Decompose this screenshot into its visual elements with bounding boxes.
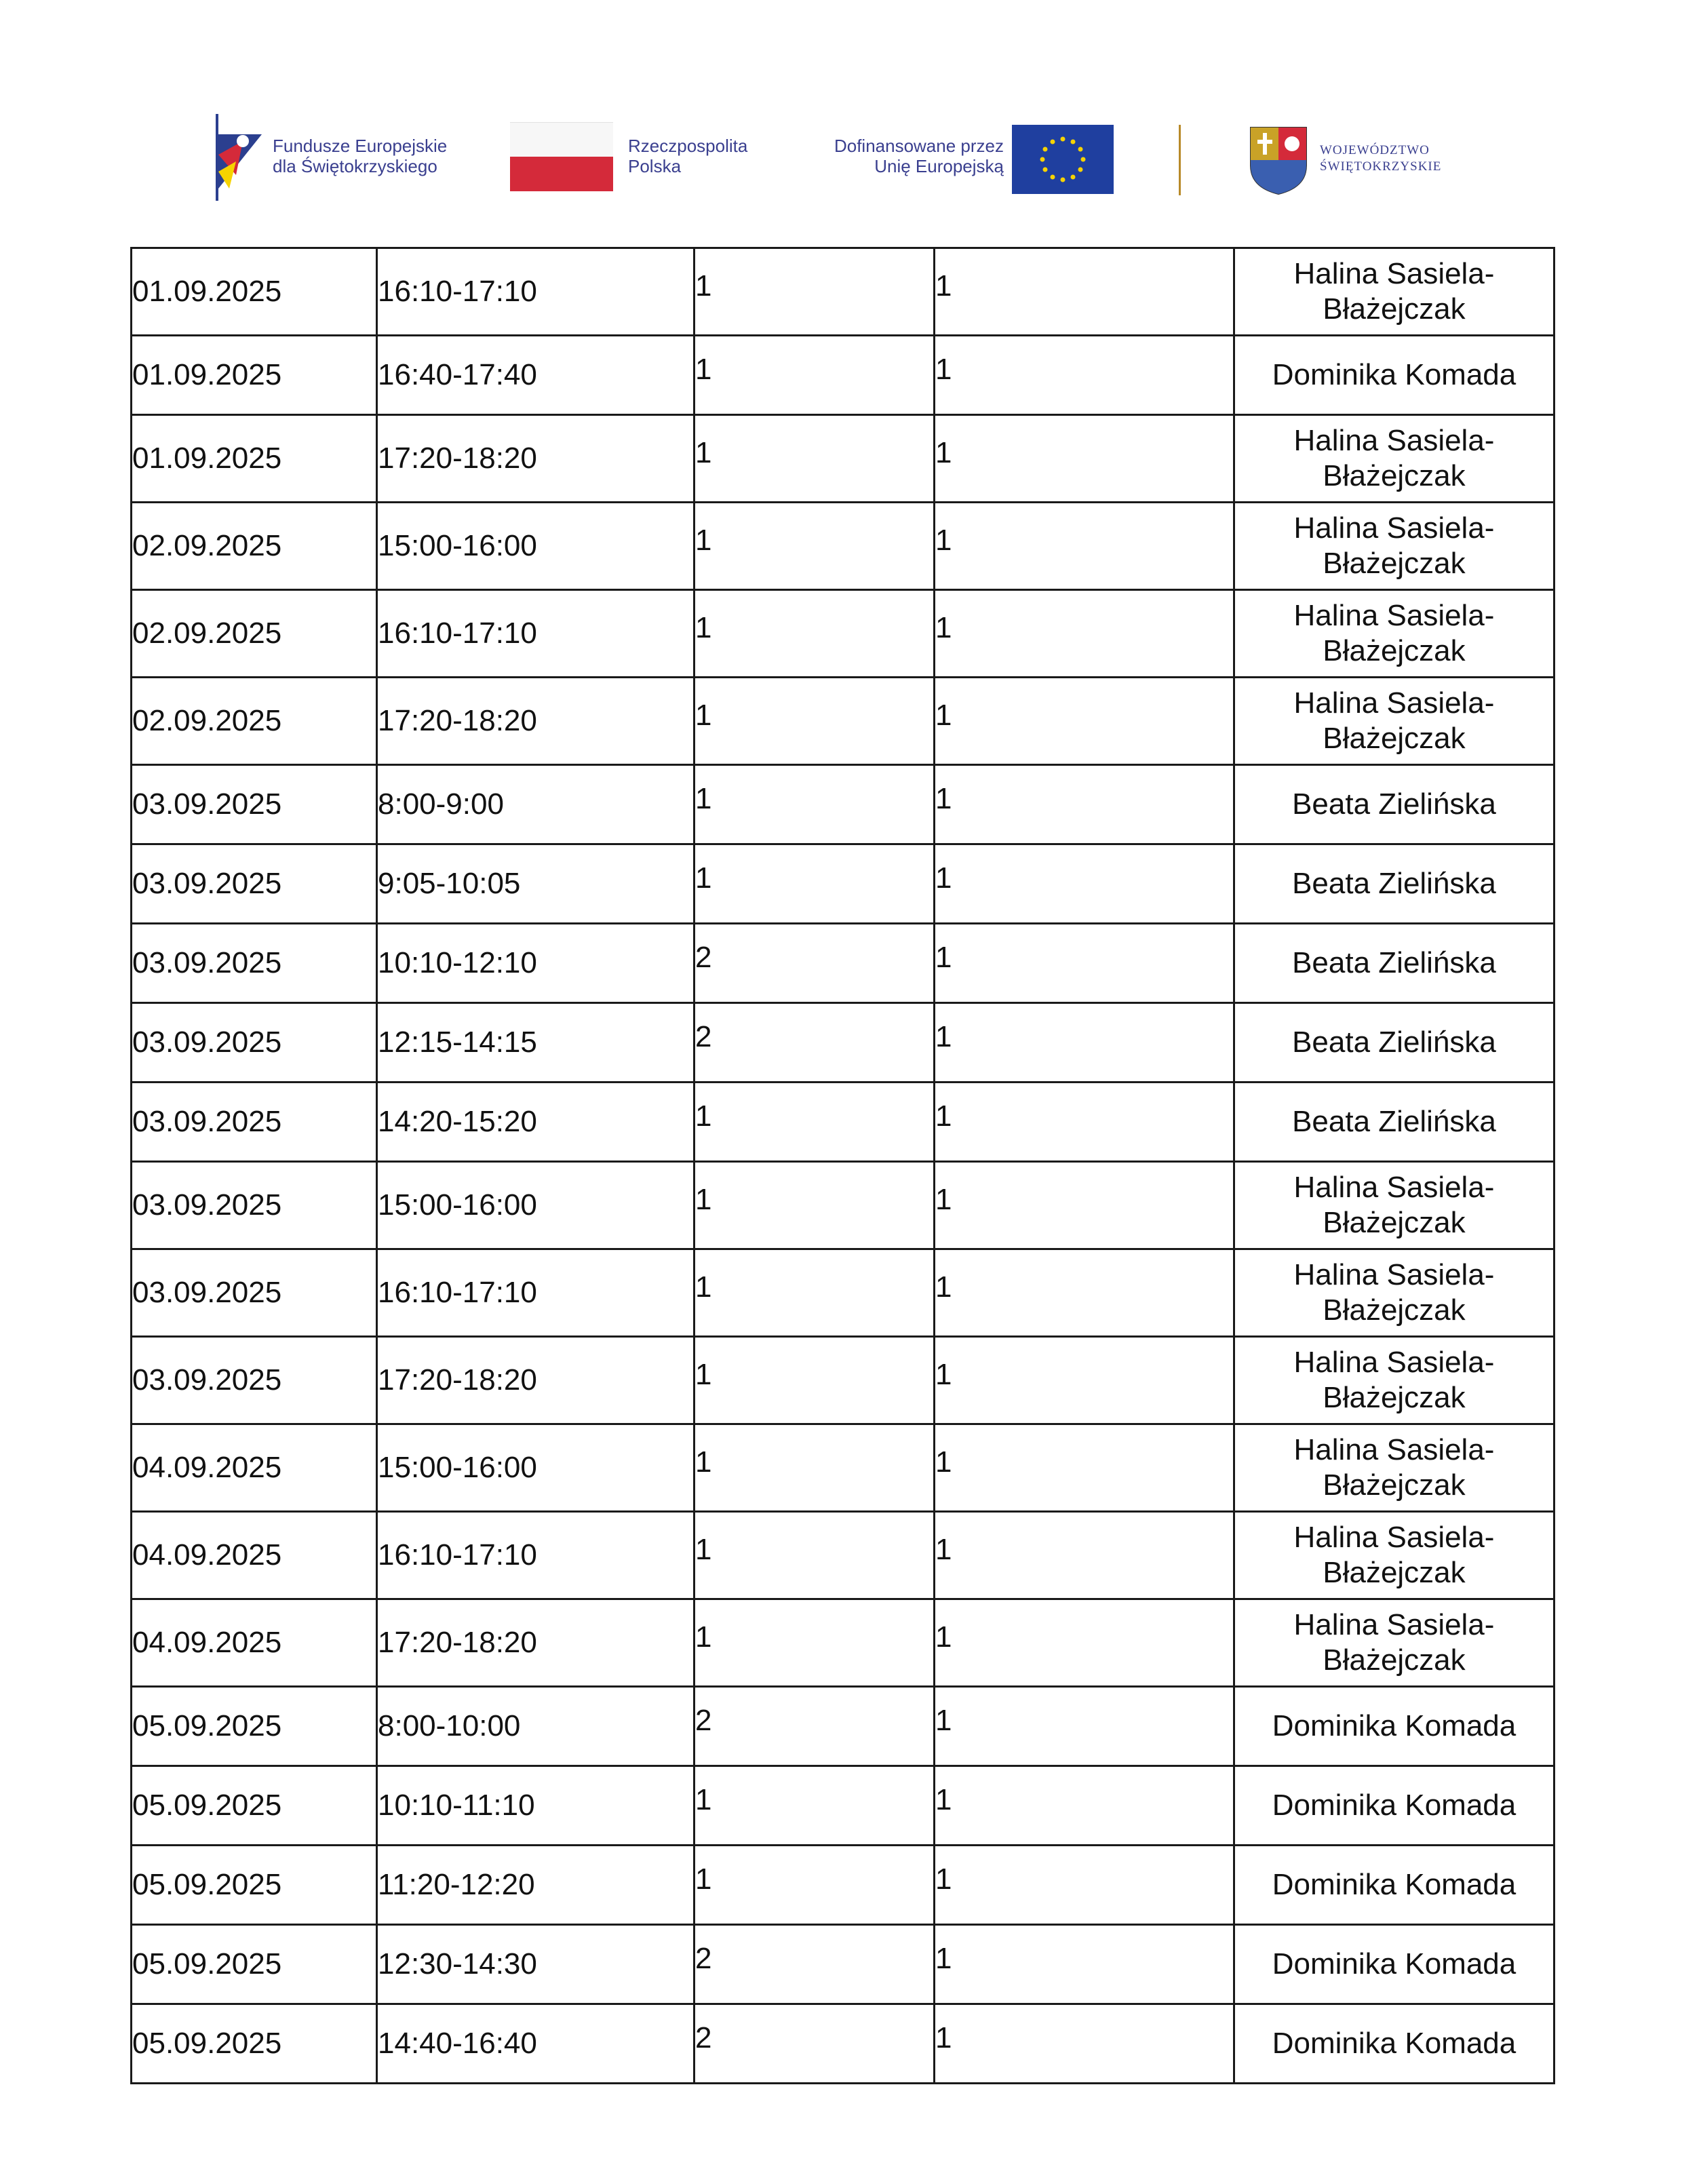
instructor-name-line2: Błażejczak xyxy=(1323,1293,1466,1327)
hours-cell xyxy=(695,1003,935,1083)
fe-logo-line1: Fundusze Europejskie xyxy=(273,136,448,156)
woj-logo-text xyxy=(1320,142,1441,175)
instructor-cell xyxy=(1234,1512,1554,1599)
instructor-cell xyxy=(1234,1599,1554,1687)
table-row xyxy=(132,1083,1554,1162)
logo-band xyxy=(0,0,1682,224)
instructor-name-line2: Błażejczak xyxy=(1323,1556,1466,1589)
group-cell xyxy=(935,1424,1234,1512)
group-cell xyxy=(935,1162,1234,1249)
instructor-name-line1: Dominika Komada xyxy=(1272,1789,1517,1822)
group-value: 1 xyxy=(935,524,952,557)
table-row xyxy=(132,1687,1554,1766)
instructor-name-line1: Halina Sasiela- xyxy=(1293,599,1495,632)
table-row xyxy=(132,336,1554,415)
hours-value: 2 xyxy=(695,1942,712,1975)
group-cell xyxy=(935,2004,1234,2084)
time-cell: 16:10-17:10 xyxy=(377,1512,695,1599)
ue-logo-line1: Dofinansowane przez xyxy=(834,136,1004,156)
instructor-cell xyxy=(1234,765,1554,844)
time-cell: 15:00-16:00 xyxy=(377,1424,695,1512)
instructor-name-line2: Błażejczak xyxy=(1323,1643,1466,1677)
time-cell: 8:00-9:00 xyxy=(377,765,695,844)
time-cell: 15:00-16:00 xyxy=(377,1162,695,1249)
instructor-name-line1: Dominika Komada xyxy=(1272,358,1517,391)
instructor-name-line1: Dominika Komada xyxy=(1272,1868,1517,1901)
group-value: 1 xyxy=(935,782,952,815)
group-cell xyxy=(935,248,1234,336)
table-row xyxy=(132,2004,1554,2084)
time-cell: 9:05-10:05 xyxy=(377,844,695,924)
instructor-name-line1: Halina Sasiela- xyxy=(1293,1346,1495,1379)
group-cell xyxy=(935,844,1234,924)
table-row xyxy=(132,1337,1554,1424)
instructor-cell xyxy=(1234,1424,1554,1512)
instructor-name-line1: Beata Zielińska xyxy=(1292,1105,1496,1138)
time-cell: 17:20-18:20 xyxy=(377,1599,695,1687)
instructor-cell xyxy=(1234,1337,1554,1424)
group-value: 1 xyxy=(935,1863,952,1896)
hours-value: 1 xyxy=(695,611,712,644)
hours-value: 1 xyxy=(695,861,712,895)
hours-value: 1 xyxy=(695,1445,712,1479)
hours-cell xyxy=(695,1687,935,1766)
group-value: 1 xyxy=(935,1358,952,1391)
date-cell: 05.09.2025 xyxy=(132,1925,377,2004)
table-row xyxy=(132,1925,1554,2004)
hours-cell xyxy=(695,1337,935,1424)
instructor-cell xyxy=(1234,1003,1554,1083)
group-value: 1 xyxy=(935,353,952,386)
hours-value: 1 xyxy=(695,1620,712,1654)
time-cell: 15:00-16:00 xyxy=(377,503,695,590)
group-value: 1 xyxy=(935,1270,952,1304)
instructor-name-line2: Błażejczak xyxy=(1323,1381,1466,1414)
group-cell xyxy=(935,1337,1234,1424)
group-value: 1 xyxy=(935,1942,952,1975)
hours-value: 1 xyxy=(695,782,712,815)
instructor-cell xyxy=(1234,1846,1554,1925)
table-row xyxy=(132,590,1554,678)
group-cell xyxy=(935,1766,1234,1846)
instructor-cell xyxy=(1234,844,1554,924)
hours-cell xyxy=(695,2004,935,2084)
group-cell xyxy=(935,503,1234,590)
time-cell: 10:10-12:10 xyxy=(377,924,695,1003)
time-cell: 16:10-17:10 xyxy=(377,248,695,336)
instructor-cell xyxy=(1234,1162,1554,1249)
hours-cell xyxy=(695,1599,935,1687)
table-row xyxy=(132,678,1554,765)
time-cell: 11:20-12:20 xyxy=(377,1846,695,1925)
group-value: 1 xyxy=(935,699,952,732)
table-row xyxy=(132,1424,1554,1512)
table-row xyxy=(132,924,1554,1003)
date-cell: 05.09.2025 xyxy=(132,1687,377,1766)
group-value: 1 xyxy=(935,1620,952,1654)
rp-logo-text xyxy=(628,136,747,176)
logo-divider xyxy=(1179,125,1181,195)
instructor-name-line2: Błażejczak xyxy=(1323,292,1466,326)
table-row xyxy=(132,765,1554,844)
table-row xyxy=(132,503,1554,590)
hours-value: 1 xyxy=(695,1783,712,1816)
hours-cell xyxy=(695,590,935,678)
instructor-cell xyxy=(1234,503,1554,590)
ue-logo-text xyxy=(807,136,1004,176)
date-cell: 01.09.2025 xyxy=(132,248,377,336)
hours-value: 1 xyxy=(695,699,712,732)
polish-flag-icon xyxy=(510,122,613,191)
instructor-cell xyxy=(1234,248,1554,336)
time-cell: 17:20-18:20 xyxy=(377,678,695,765)
hours-value: 1 xyxy=(695,1183,712,1216)
instructor-name-line1: Halina Sasiela- xyxy=(1293,1521,1495,1554)
date-cell: 01.09.2025 xyxy=(132,415,377,503)
schedule-table-body xyxy=(132,248,1554,2084)
table-row xyxy=(132,1846,1554,1925)
instructor-cell xyxy=(1234,415,1554,503)
date-cell: 03.09.2025 xyxy=(132,844,377,924)
date-cell: 02.09.2025 xyxy=(132,678,377,765)
date-cell: 02.09.2025 xyxy=(132,503,377,590)
table-row xyxy=(132,415,1554,503)
hours-cell xyxy=(695,1512,935,1599)
date-cell: 03.09.2025 xyxy=(132,1337,377,1424)
hours-cell xyxy=(695,503,935,590)
time-cell: 16:10-17:10 xyxy=(377,590,695,678)
hours-cell xyxy=(695,765,935,844)
group-cell xyxy=(935,1846,1234,1925)
hours-cell xyxy=(695,415,935,503)
group-cell xyxy=(935,1925,1234,2004)
eu-flag-icon xyxy=(1012,125,1114,194)
instructor-name-line1: Halina Sasiela- xyxy=(1293,686,1495,720)
hours-value: 1 xyxy=(695,1533,712,1566)
instructor-cell xyxy=(1234,1925,1554,2004)
group-value: 1 xyxy=(935,1533,952,1566)
group-value: 1 xyxy=(935,1445,952,1479)
swietokrzyskie-crest-icon xyxy=(1248,125,1309,195)
ue-logo-line2: Unię Europejską xyxy=(874,156,1004,176)
date-cell: 03.09.2025 xyxy=(132,1083,377,1162)
time-cell: 12:30-14:30 xyxy=(377,1925,695,2004)
instructor-cell xyxy=(1234,1687,1554,1766)
time-cell: 17:20-18:20 xyxy=(377,1337,695,1424)
instructor-name-line1: Halina Sasiela- xyxy=(1293,1258,1495,1291)
instructor-name-line1: Beata Zielińska xyxy=(1292,787,1496,821)
group-cell xyxy=(935,1599,1234,1687)
hours-value: 2 xyxy=(695,941,712,974)
group-cell xyxy=(935,1083,1234,1162)
instructor-cell xyxy=(1234,1766,1554,1846)
time-cell: 17:20-18:20 xyxy=(377,415,695,503)
group-cell xyxy=(935,590,1234,678)
hours-value: 2 xyxy=(695,1704,712,1737)
group-value: 1 xyxy=(935,1704,952,1737)
time-cell: 16:10-17:10 xyxy=(377,1249,695,1337)
date-cell: 03.09.2025 xyxy=(132,1249,377,1337)
time-cell: 16:40-17:40 xyxy=(377,336,695,415)
instructor-name-line1: Halina Sasiela- xyxy=(1293,1433,1495,1466)
hours-cell xyxy=(695,678,935,765)
date-cell: 03.09.2025 xyxy=(132,1003,377,1083)
hours-value: 2 xyxy=(695,2021,712,2054)
table-row xyxy=(132,248,1554,336)
instructor-cell xyxy=(1234,924,1554,1003)
date-cell: 01.09.2025 xyxy=(132,336,377,415)
hours-cell xyxy=(695,1162,935,1249)
time-cell: 8:00-10:00 xyxy=(377,1687,695,1766)
time-cell: 10:10-11:10 xyxy=(377,1766,695,1846)
hours-cell xyxy=(695,1846,935,1925)
hours-value: 1 xyxy=(695,1358,712,1391)
instructor-name-line1: Dominika Komada xyxy=(1272,2027,1517,2060)
group-cell xyxy=(935,924,1234,1003)
hours-cell xyxy=(695,1083,935,1162)
hours-value: 1 xyxy=(695,1270,712,1304)
date-cell: 05.09.2025 xyxy=(132,1766,377,1846)
instructor-name-line1: Beata Zielińska xyxy=(1292,946,1496,979)
date-cell: 04.09.2025 xyxy=(132,1599,377,1687)
table-row xyxy=(132,1003,1554,1083)
group-cell xyxy=(935,678,1234,765)
group-value: 1 xyxy=(935,1183,952,1216)
date-cell: 04.09.2025 xyxy=(132,1512,377,1599)
instructor-name-line2: Błażejczak xyxy=(1323,634,1466,667)
group-value: 1 xyxy=(935,611,952,644)
instructor-name-line2: Błażejczak xyxy=(1323,1468,1466,1502)
date-cell: 03.09.2025 xyxy=(132,1162,377,1249)
date-cell: 03.09.2025 xyxy=(132,924,377,1003)
table-row xyxy=(132,1766,1554,1846)
instructor-name-line1: Halina Sasiela- xyxy=(1293,424,1495,457)
rp-logo-line2: Polska xyxy=(628,156,682,176)
fundusze-europejskie-logo-icon xyxy=(209,114,263,201)
group-value: 1 xyxy=(935,861,952,895)
table-row xyxy=(132,1512,1554,1599)
hours-cell xyxy=(695,248,935,336)
group-cell xyxy=(935,765,1234,844)
hours-value: 1 xyxy=(695,353,712,386)
group-value: 1 xyxy=(935,436,952,469)
group-cell xyxy=(935,1687,1234,1766)
hours-value: 1 xyxy=(695,524,712,557)
hours-cell xyxy=(695,336,935,415)
table-row xyxy=(132,1249,1554,1337)
fe-logo-line2: dla Świętokrzyskiego xyxy=(273,156,437,176)
instructor-name-line2: Błażejczak xyxy=(1323,1206,1466,1239)
instructor-cell xyxy=(1234,678,1554,765)
group-value: 1 xyxy=(935,1099,952,1133)
group-cell xyxy=(935,1249,1234,1337)
instructor-name-line1: Halina Sasiela- xyxy=(1293,1171,1495,1204)
instructor-cell xyxy=(1234,590,1554,678)
instructor-cell xyxy=(1234,1249,1554,1337)
group-cell xyxy=(935,1512,1234,1599)
date-cell: 04.09.2025 xyxy=(132,1424,377,1512)
hours-cell xyxy=(695,1249,935,1337)
group-value: 1 xyxy=(935,941,952,974)
instructor-name-line1: Dominika Komada xyxy=(1272,1947,1517,1981)
group-value: 1 xyxy=(935,1783,952,1816)
instructor-name-line2: Błażejczak xyxy=(1323,459,1466,492)
schedule-table xyxy=(130,247,1555,2084)
hours-value: 1 xyxy=(695,269,712,303)
group-value: 1 xyxy=(935,1020,952,1053)
group-value: 1 xyxy=(935,2021,952,2054)
instructor-cell xyxy=(1234,2004,1554,2084)
instructor-name-line1: Beata Zielińska xyxy=(1292,867,1496,900)
hours-cell xyxy=(695,924,935,1003)
instructor-name-line1: Beata Zielińska xyxy=(1292,1026,1496,1059)
group-value: 1 xyxy=(935,269,952,303)
table-row xyxy=(132,1599,1554,1687)
group-cell xyxy=(935,1003,1234,1083)
instructor-name-line1: Halina Sasiela- xyxy=(1293,511,1495,545)
instructor-name-line2: Błażejczak xyxy=(1323,722,1466,755)
hours-value: 1 xyxy=(695,436,712,469)
instructor-name-line1: Halina Sasiela- xyxy=(1293,257,1495,290)
hours-value: 2 xyxy=(695,1020,712,1053)
time-cell: 14:40-16:40 xyxy=(377,2004,695,2084)
hours-value: 1 xyxy=(695,1863,712,1896)
hours-cell xyxy=(695,1424,935,1512)
hours-cell xyxy=(695,1766,935,1846)
date-cell: 05.09.2025 xyxy=(132,1846,377,1925)
fe-logo-text xyxy=(273,136,447,176)
date-cell: 05.09.2025 xyxy=(132,2004,377,2084)
date-cell: 02.09.2025 xyxy=(132,590,377,678)
instructor-name-line1: Dominika Komada xyxy=(1272,1709,1517,1742)
group-cell xyxy=(935,336,1234,415)
instructor-cell xyxy=(1234,336,1554,415)
woj-logo-line2: ŚWIĘTOKRZYSKIE xyxy=(1320,159,1442,174)
instructor-cell xyxy=(1234,1083,1554,1162)
rp-logo-line1: Rzeczpospolita xyxy=(628,136,748,156)
time-cell: 14:20-15:20 xyxy=(377,1083,695,1162)
table-row xyxy=(132,1162,1554,1249)
date-cell: 03.09.2025 xyxy=(132,765,377,844)
hours-cell xyxy=(695,1925,935,2004)
instructor-name-line2: Błażejczak xyxy=(1323,547,1466,580)
time-cell: 12:15-14:15 xyxy=(377,1003,695,1083)
table-row xyxy=(132,844,1554,924)
hours-value: 1 xyxy=(695,1099,712,1133)
instructor-name-line1: Halina Sasiela- xyxy=(1293,1608,1495,1641)
hours-cell xyxy=(695,844,935,924)
woj-logo-line1: WOJEWÓDZTWO xyxy=(1320,143,1430,157)
group-cell xyxy=(935,415,1234,503)
